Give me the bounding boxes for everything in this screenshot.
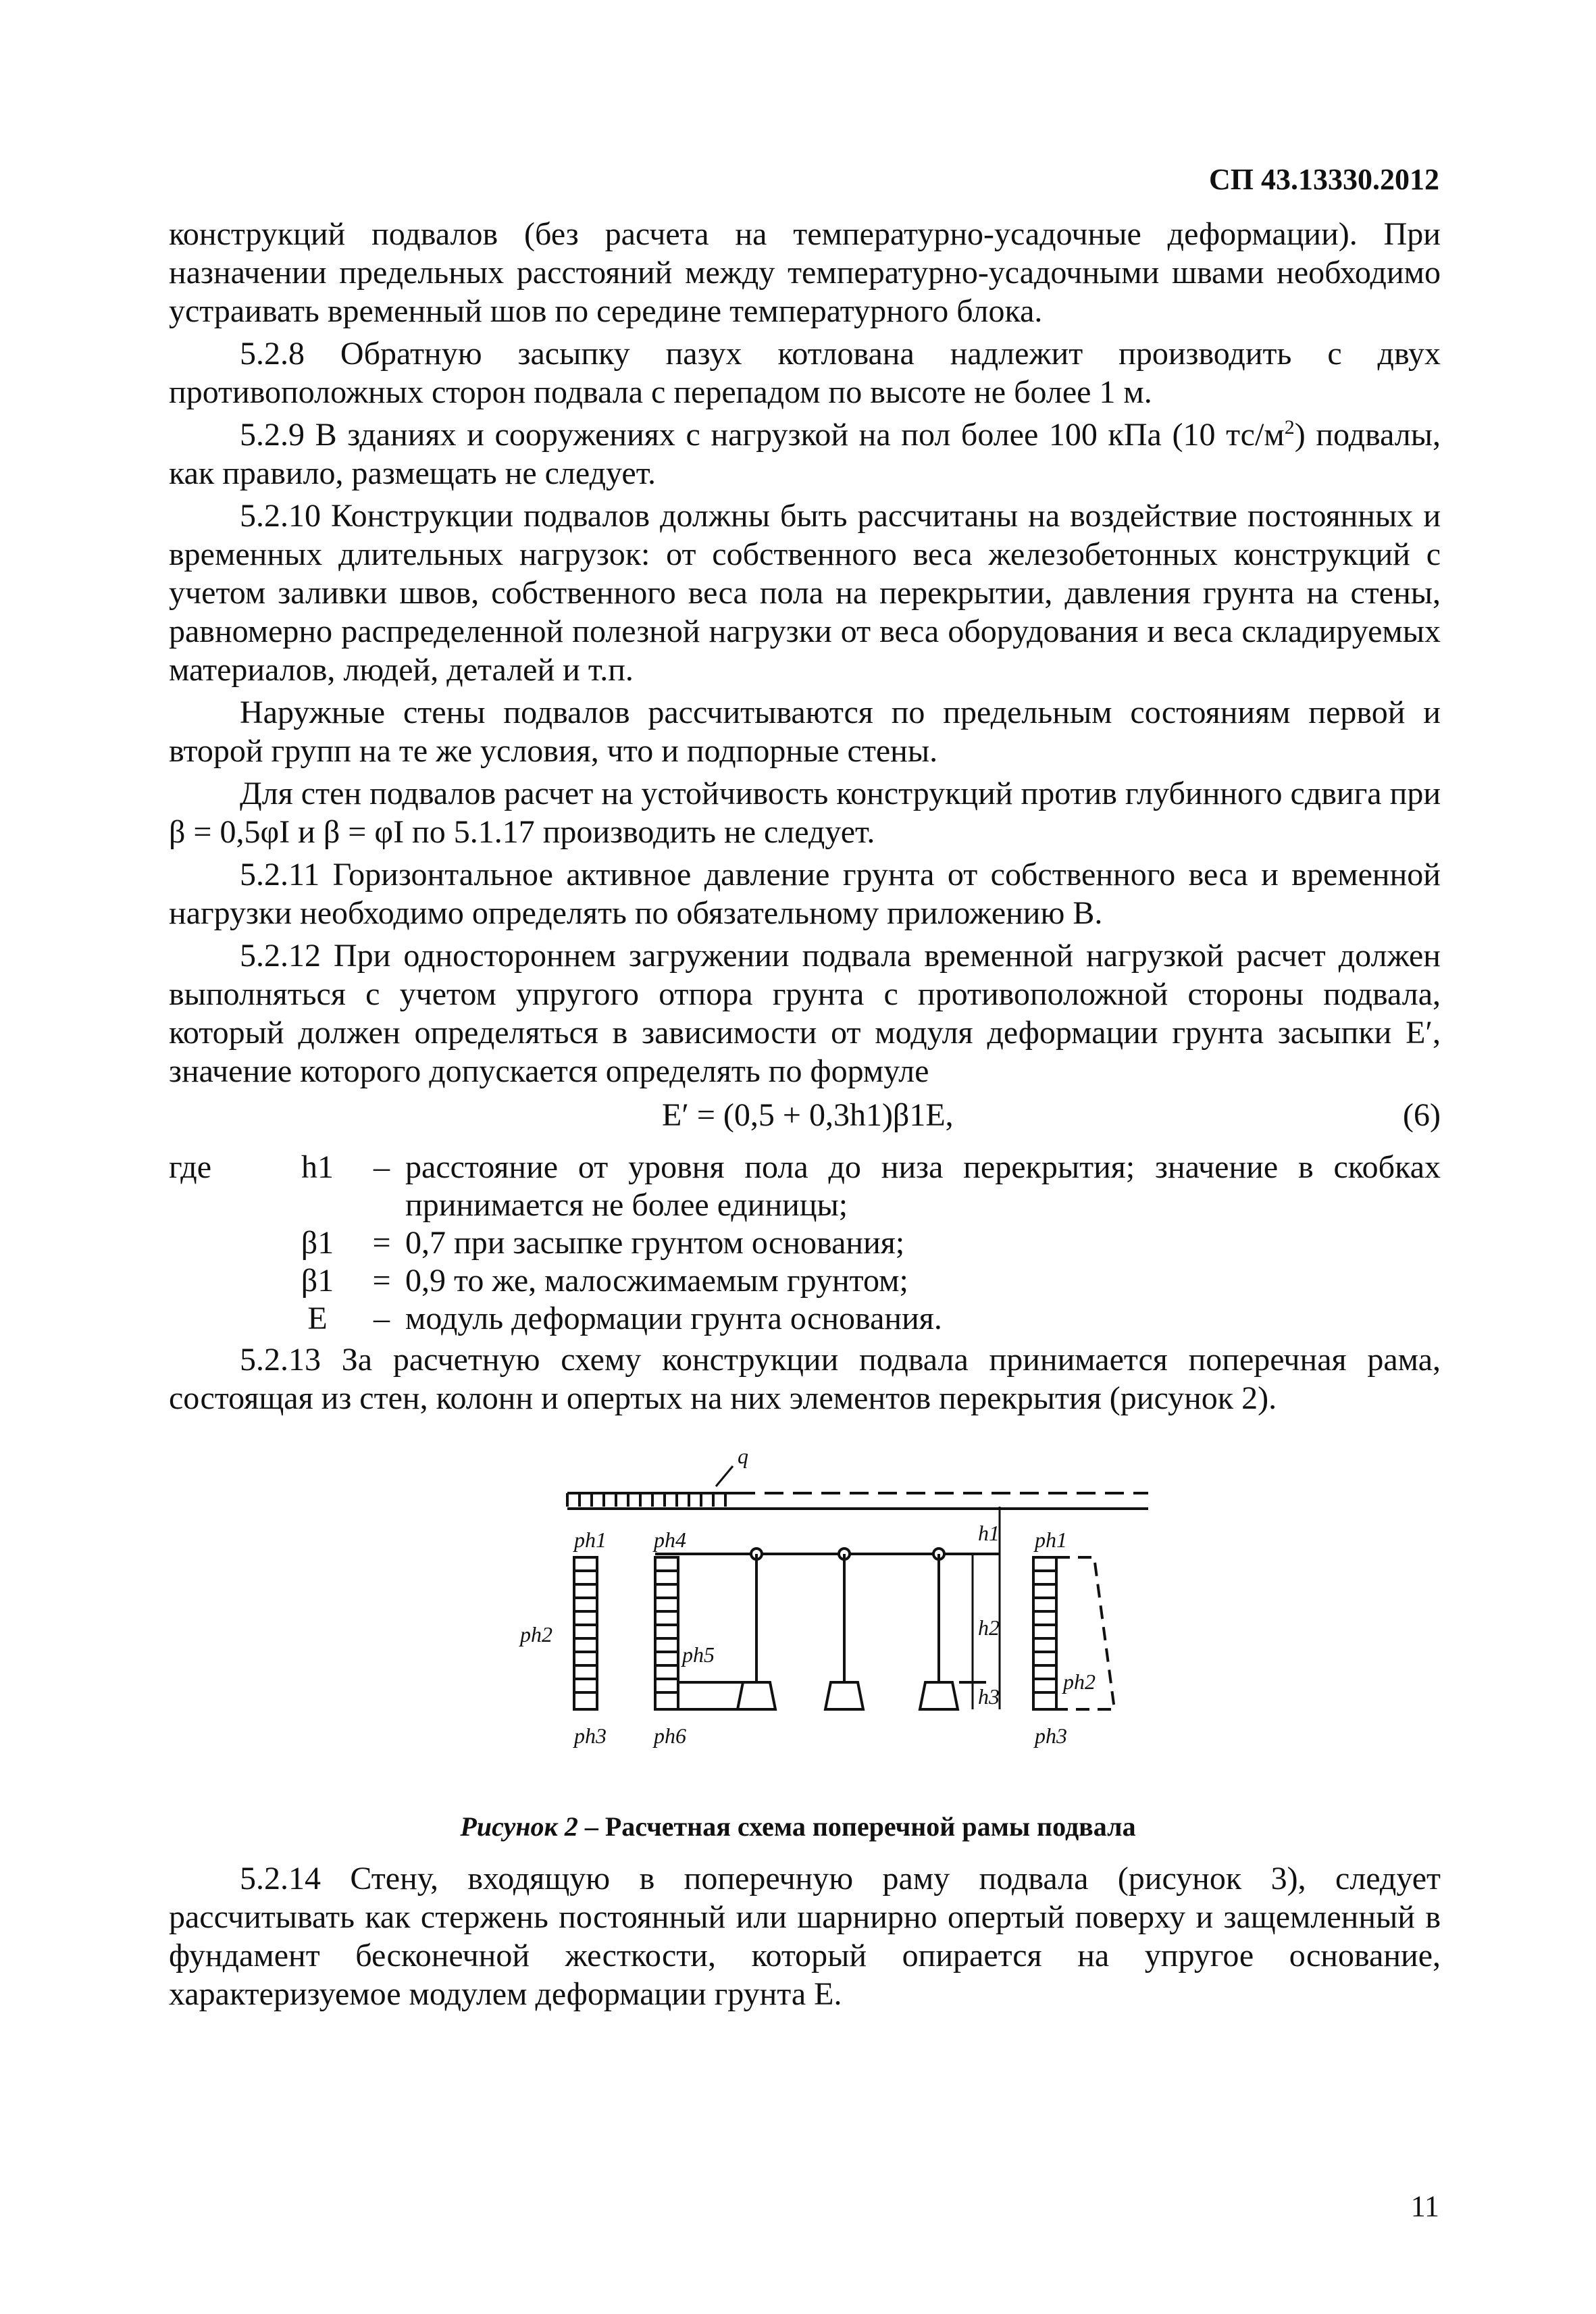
text: ) подвалы, как правило, размещать не следует. xyxy=(169,417,1441,491)
where-description: модуль деформации грунта основания. xyxy=(405,1301,942,1336)
footing xyxy=(738,1682,775,1709)
formula-6 xyxy=(169,1096,1441,1139)
left-wall xyxy=(574,1557,597,1709)
figure-caption xyxy=(0,1811,1596,1842)
label-ph2: ph2 xyxy=(520,1622,552,1646)
paragraph-5-2-9 xyxy=(169,416,1441,493)
text: 5.2.9 В зданиях и сооружениях с нагрузкой на пол более 100 кПа (10 тс/м xyxy=(240,417,1285,453)
paragraph-5-2-12: 5.2.12 При одностороннем загружении подвала временной нагрузкой расчет должен выполняться с учетом упругого отпора грунта с противоположной стороны подвала, который должен определяться в зависимости от модуля деформации грунта засыпки E′, значение которого допускается определять по формуле xyxy=(169,938,1441,1089)
where-description: 0,9 то же, малосжимаемым грунтом; xyxy=(405,1263,908,1299)
paragraph-5-2-13: 5.2.13 За расчетную схему конструкции подвала принимается поперечная рама, состоящая из стен, колонн и опертых на них элементов перекрытия (рисунок 2). xyxy=(169,1342,1441,1416)
footing xyxy=(920,1682,958,1709)
paragraph-5-2-11: 5.2.11 Горизонтальное активное давление грунта от собственного веса и временной нагрузки необходимо определять по обязательному приложению В. xyxy=(169,857,1441,931)
document-code: СП 43.13330.2012 xyxy=(1209,163,1439,196)
document-body xyxy=(169,215,1441,1422)
where-symbol: β1 xyxy=(301,1225,334,1261)
where-separator: = xyxy=(372,1225,391,1261)
where-separator: – xyxy=(374,1301,390,1336)
label-ph2-right: ph2 xyxy=(1063,1669,1096,1694)
where-row xyxy=(169,1300,1441,1338)
formula-number: (6) xyxy=(1403,1097,1441,1133)
where-list xyxy=(169,1149,1441,1338)
figure-2-frame-diagram xyxy=(520,1439,1162,1777)
where-symbol: h1 xyxy=(301,1149,334,1185)
where-separator: = xyxy=(372,1263,391,1299)
right-wall xyxy=(1033,1557,1056,1709)
paragraph-5-2-8: 5.2.8 Обратную засыпку пазух котлована надлежит производить с двух противоположных сторон подвала с перепадом по высоте не более 1 м. xyxy=(169,336,1441,410)
label-ph3-right: ph3 xyxy=(1035,1724,1067,1748)
paragraph: конструкций подвалов (без расчета на температурно-усадочные деформации). При назначении предельных расстояний между температурно-усадочными швами необходимо устраивать временный шов по середине температурного блока. xyxy=(169,216,1441,329)
formula-expression: E′ = (0,5 + 0,3h1)β1E, xyxy=(662,1097,954,1133)
where-symbol: E xyxy=(307,1301,328,1336)
label-h2: h2 xyxy=(978,1615,1000,1640)
label-ph5: ph5 xyxy=(682,1642,715,1667)
page-number: 11 xyxy=(1410,2190,1439,2223)
inner-wall xyxy=(655,1557,678,1709)
where-description: 0,7 при засыпке грунтом основания; xyxy=(405,1225,905,1261)
where-row xyxy=(169,1224,1441,1262)
label-ph6: ph6 xyxy=(654,1724,686,1748)
where-separator: – xyxy=(374,1149,390,1185)
frame-diagram xyxy=(520,1439,1162,1777)
document-body-tail xyxy=(169,1859,1441,2013)
label-ph3: ph3 xyxy=(574,1724,607,1748)
paragraph: Для стен подвалов расчет на устойчивость конструкций против глубинного сдвига при β = 0,5φI и β = φI по 5.1.17 производить не следует. xyxy=(169,776,1441,850)
where-description: расстояние от уровня пола до низа перекрытия; значение в скобках принимается не более единицы; xyxy=(405,1149,1441,1223)
label-ph1-right: ph1 xyxy=(1035,1528,1067,1552)
footing xyxy=(825,1682,863,1709)
caption-text: – Расчетная схема поперечной рамы подвала xyxy=(577,1811,1136,1842)
superscript: 2 xyxy=(1284,416,1295,438)
paragraph-5-2-14: 5.2.14 Стену, входящую в поперечную раму подвала (рисунок 3), следует рассчитывать как стержень постоянный или шарнирно опертый поверху и защемленный в фундамент бесконечной жесткости, который опирается на упругое основание, характеризуемое модулем деформации грунта E. xyxy=(169,1861,1441,2012)
caption-prefix: Рисунок 2 xyxy=(460,1811,578,1842)
paragraph: Наружные стены подвалов рассчитываются по предельным состояниям первой и второй групп на те же условия, что и подпорные стены. xyxy=(169,695,1441,769)
paragraph-5-2-10: 5.2.10 Конструкции подвалов должны быть рассчитаны на воздействие постоянных и временных длительных нагрузок: от собственного веса железобетонных конструкций с учетом заливки швов, собственного веса пола на перекрытии, давления грунта на стены, равномерно распределенной полезной нагрузки от веса оборудования и веса складируемых материалов, людей, деталей и т.п. xyxy=(169,498,1441,688)
where-symbol: β1 xyxy=(301,1263,334,1299)
label-q: q xyxy=(738,1444,748,1468)
label-ph4: ph4 xyxy=(654,1528,686,1552)
where-row xyxy=(169,1149,1441,1224)
label-ph1: ph1 xyxy=(574,1528,607,1552)
label-h3: h3 xyxy=(978,1684,1000,1709)
where-row xyxy=(169,1262,1441,1300)
label-h1: h1 xyxy=(978,1521,1000,1545)
where-word: где xyxy=(169,1149,212,1185)
